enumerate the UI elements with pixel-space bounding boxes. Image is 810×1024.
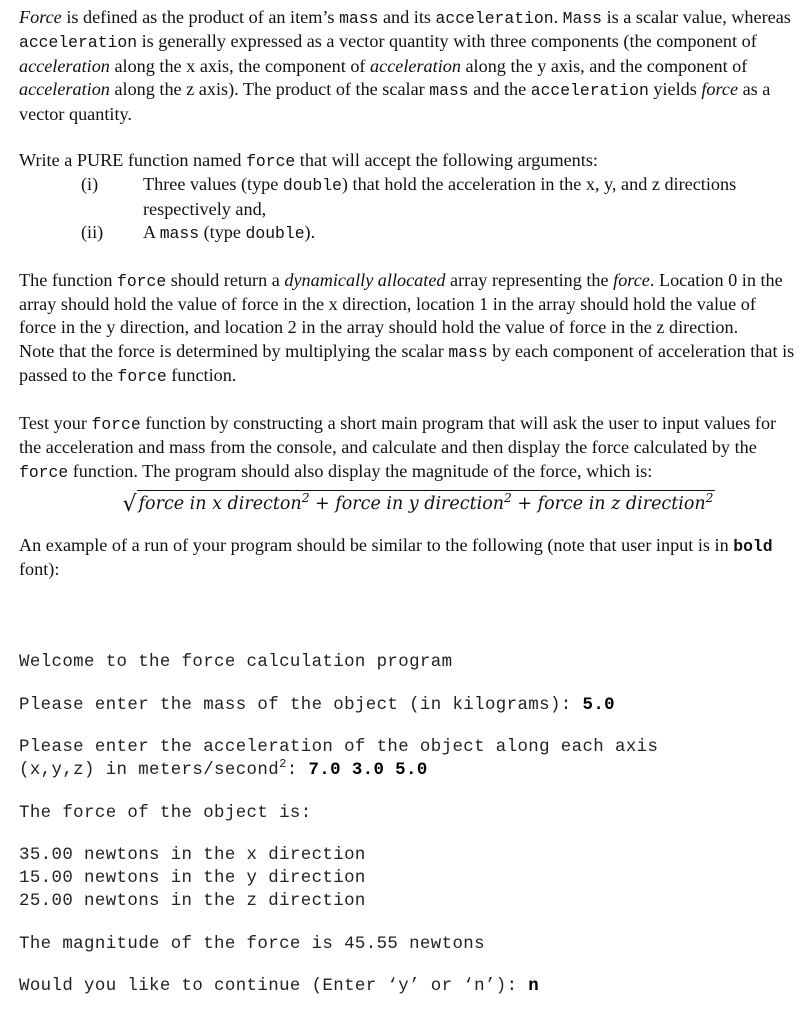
console-line: The force of the object is: (19, 803, 312, 823)
text: and the (468, 79, 531, 100)
text: is generally expressed as a vector quantity with three components (the component of (137, 31, 757, 52)
item-number: (ii) (81, 222, 104, 243)
text: Test your (19, 412, 92, 433)
code-acceleration: acceleration (19, 33, 138, 53)
paragraph-example-intro (19, 534, 797, 582)
console-prompt: Please enter the mass of the object (in kilograms): (19, 695, 583, 715)
term-acceleration: acceleration (19, 55, 110, 76)
console-prompt: : (286, 761, 309, 780)
text: ) that hold the acceleration in the x, y, and z directions respectively and, (143, 174, 737, 219)
code-force: force (246, 152, 296, 172)
example-console-run (19, 651, 658, 998)
code-mass: mass (339, 9, 379, 28)
text: An example of a run of your program should be similar to the following (note that user input is in (19, 534, 734, 555)
text: ). (304, 222, 316, 243)
user-input: n (528, 977, 540, 996)
magnitude-formula (19, 490, 797, 522)
term-force: Force (19, 7, 62, 27)
console-line (19, 759, 658, 782)
code-force: force (117, 367, 167, 387)
code-mass: mass (429, 81, 469, 101)
text: yields (648, 79, 702, 100)
term-force: force (701, 79, 739, 100)
item-number: (i) (81, 174, 99, 195)
argument-item-1 (19, 173, 797, 221)
paragraph-function-spec (19, 149, 797, 173)
console-line (19, 975, 658, 998)
term-acceleration: acceleration (19, 79, 110, 100)
text: that will accept the following arguments: (295, 150, 598, 171)
paragraph-note (19, 340, 797, 389)
code-force: force (116, 271, 167, 291)
exponent: 2 (301, 491, 310, 506)
radicand (137, 490, 716, 516)
text: (type (199, 222, 246, 243)
text: by each component of acceleration that is passed to the (19, 340, 795, 386)
text: and its (378, 7, 436, 27)
item-text (125, 221, 797, 245)
term-dynamically-allocated: dynamically allocated (284, 269, 446, 290)
text: Write a PURE function named (19, 150, 247, 171)
paragraph-force-definition (19, 6, 797, 126)
code-double: double (282, 176, 342, 196)
text: font): (19, 559, 60, 580)
text: as a vector quantity. (19, 79, 771, 124)
square-root (123, 490, 716, 516)
code-acceleration: acceleration (435, 9, 554, 28)
console-line: Please enter the acceleration of the object along each axis (19, 738, 659, 757)
console-line: 25.00 newtons in the z direction (19, 892, 366, 911)
paragraph-test-instructions (19, 412, 797, 484)
code-bold: bold (733, 536, 773, 556)
exponent: 2 (279, 757, 287, 772)
text: function by constructing a short main program that will ask the user to input values for the acceleration and mass from the console, and calculate and then display the force calculated by the (19, 412, 777, 458)
code-mass: mass (448, 342, 488, 362)
console-line (19, 694, 658, 717)
console-line: The magnitude of the force is 45.55 newtons (19, 934, 485, 954)
console-line: 15.00 newtons in the y direction (19, 869, 366, 888)
text: Note that the force is determined by multiplying the scalar (19, 340, 449, 361)
console-line: 35.00 newtons in the x direction (19, 846, 366, 865)
code-double: double (245, 224, 305, 244)
text: array representing the (445, 269, 614, 290)
formula-term: force in x directon (138, 493, 302, 514)
console-prompt: (x,y,z) in meters/second (19, 761, 280, 780)
user-input: 7.0 3.0 5.0 (308, 761, 428, 780)
text: A (143, 222, 160, 243)
text: is a scalar value, whereas (602, 7, 791, 27)
console-prompt: Would you like to continue (Enter ‘y’ or ‘n’): (19, 977, 529, 996)
user-input: 5.0 (582, 695, 615, 715)
text: along the z axis). The product of the scalar (109, 79, 430, 100)
formula-term: + force in z direction (511, 493, 706, 514)
text: should return a (166, 269, 285, 290)
text: along the x axis, the component of (109, 55, 371, 76)
radical-sign-icon: √ (122, 491, 137, 517)
argument-item-2 (19, 221, 797, 245)
text: . (553, 7, 563, 27)
assignment-document (19, 6, 797, 582)
code-force: force (91, 414, 141, 434)
text: is defined as the product of an item’s (61, 7, 340, 27)
text: function. (166, 365, 237, 386)
code-mass: Mass (562, 9, 603, 28)
exponent: 2 (504, 491, 512, 506)
text: along the y axis, and the component of (460, 55, 748, 76)
code-force: force (19, 462, 69, 482)
formula-term: + force in y direction (309, 493, 505, 514)
console-line: Welcome to the force calculation program (19, 653, 453, 672)
exponent: 2 (705, 491, 714, 506)
code-acceleration: acceleration (530, 81, 649, 101)
text: The function (19, 269, 117, 290)
code-mass: mass (159, 224, 200, 244)
text: . Location 0 in the array should hold the value of force in the x direction, location 1 in the array should hold the value of force in the y direction, and location 2 in the array should hold the value of force in the z direction. (19, 269, 783, 338)
text: function. The program should also display the magnitude of the force, which is: (68, 460, 653, 481)
text: Three values (type (143, 174, 283, 195)
item-text (125, 173, 797, 221)
paragraph-return-spec (19, 269, 797, 340)
term-acceleration: acceleration (370, 55, 461, 76)
term-force: force (613, 269, 650, 290)
